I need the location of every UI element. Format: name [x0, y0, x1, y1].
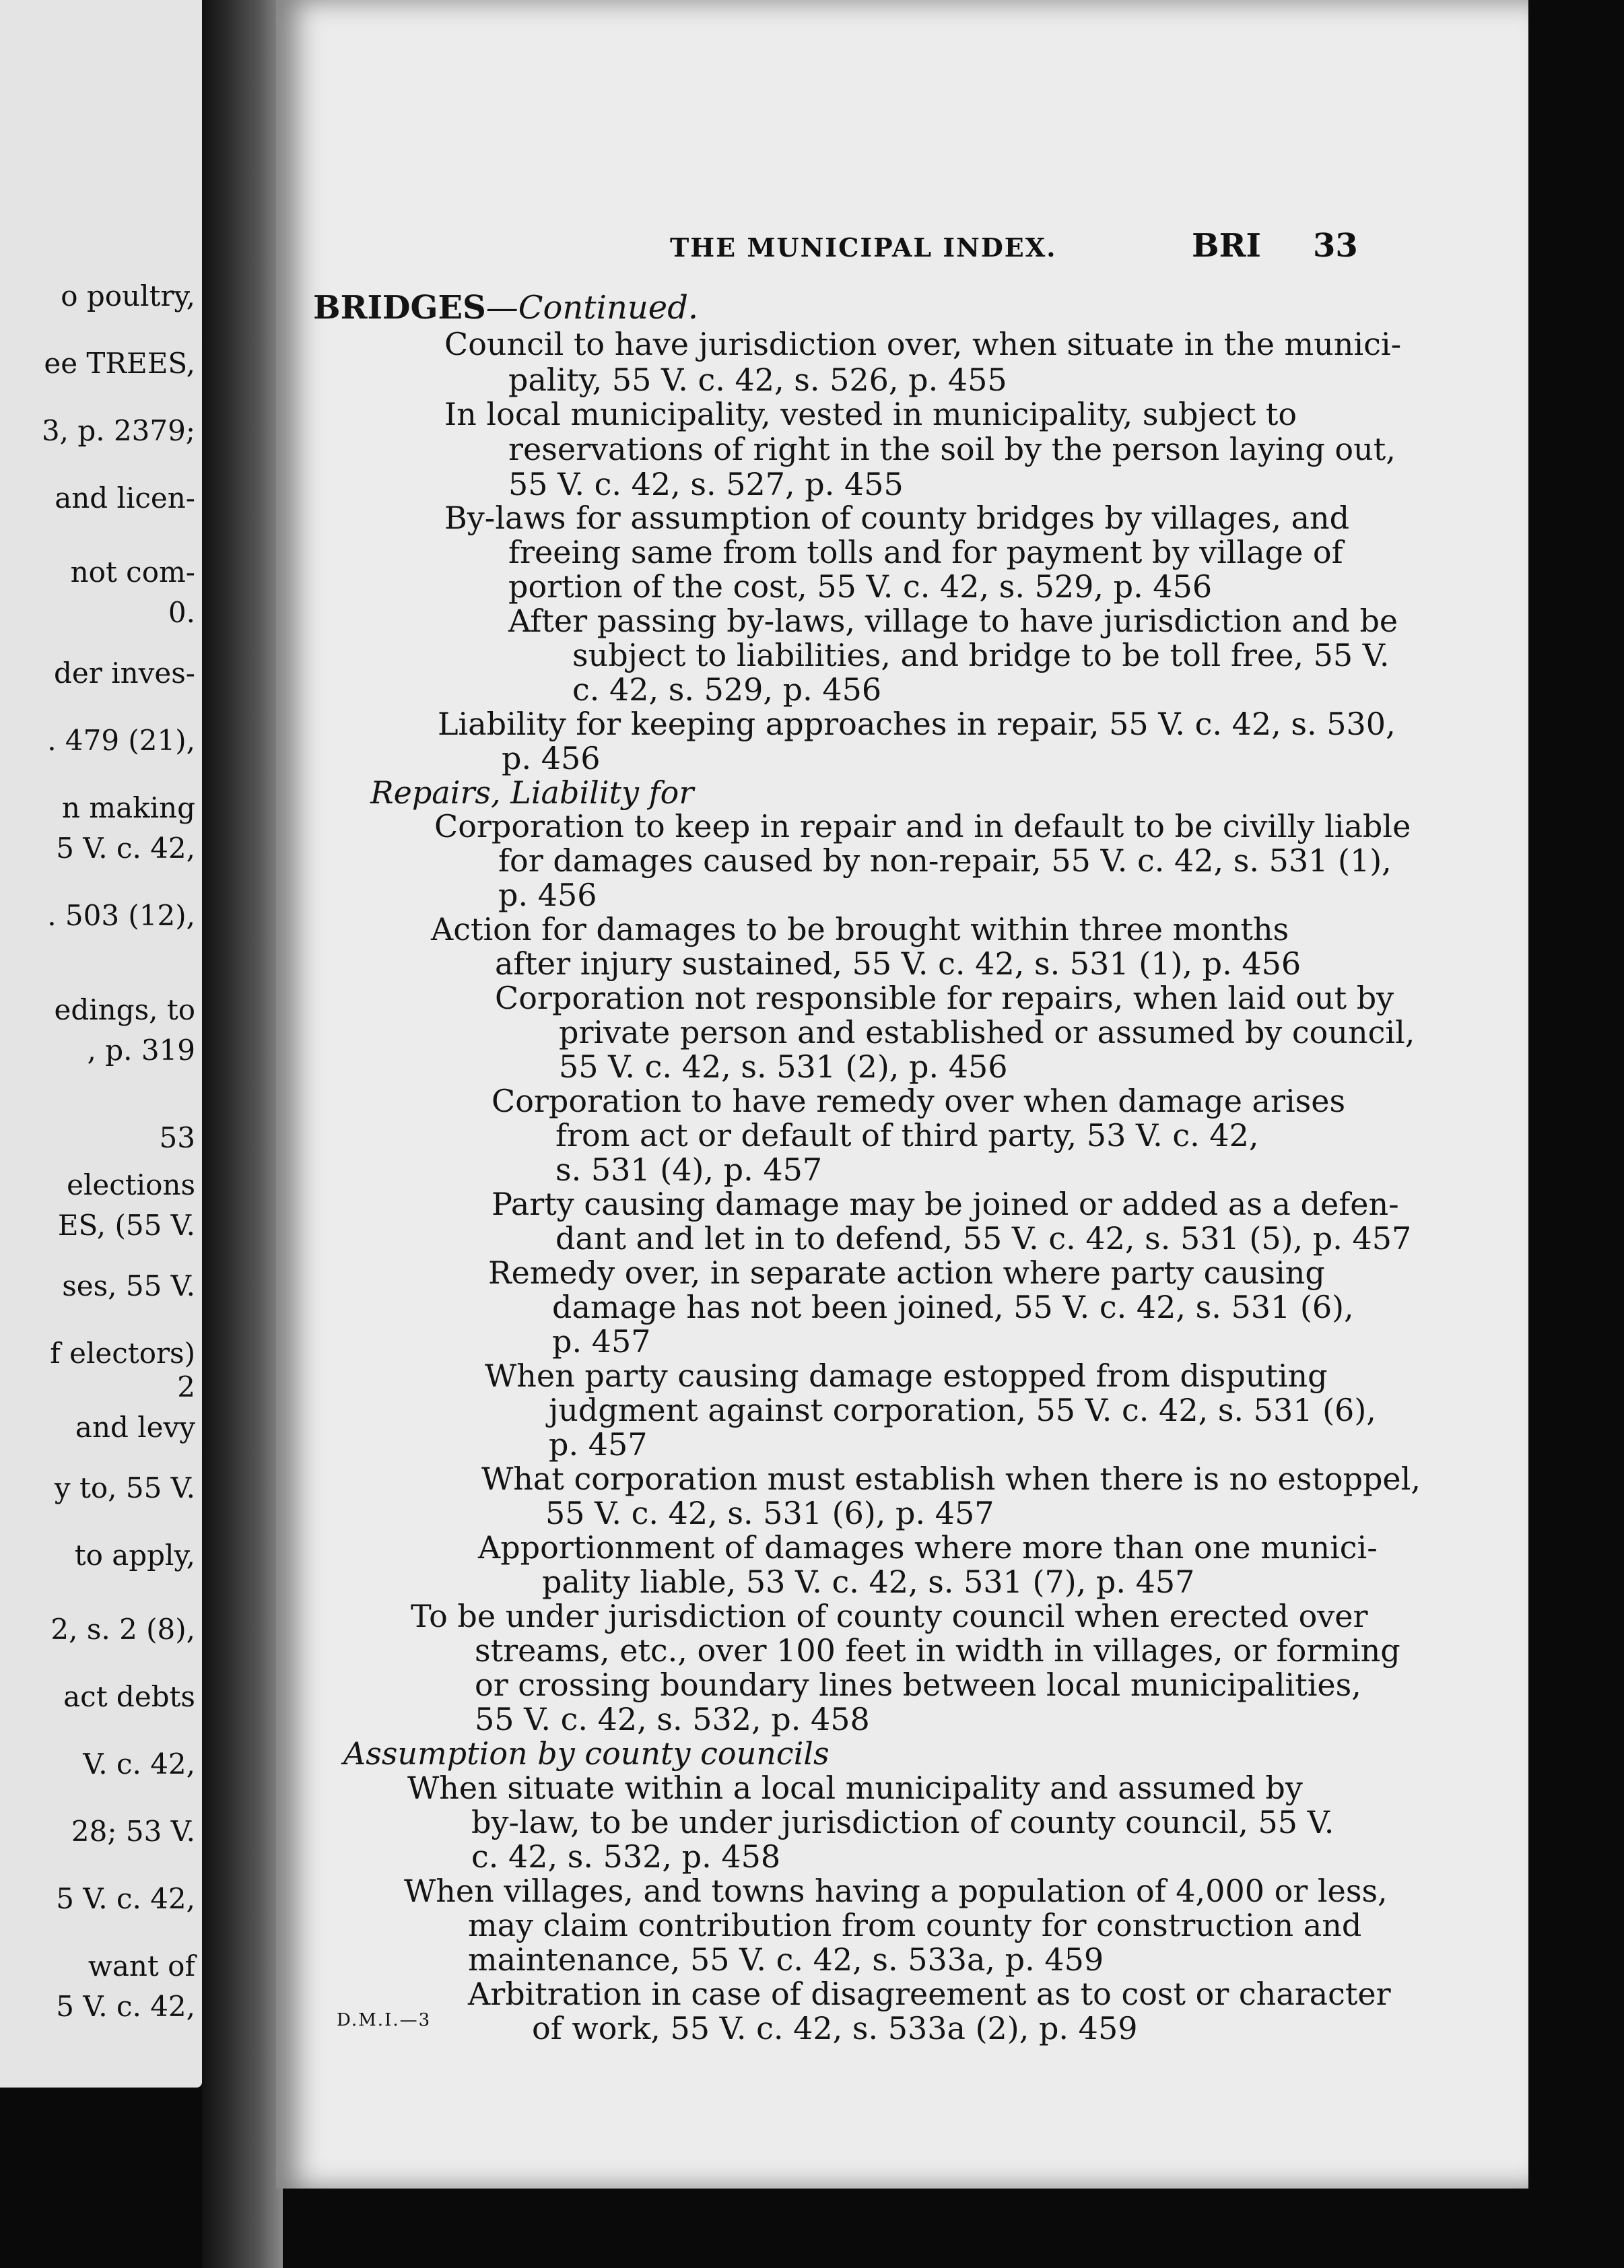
index-line: for damages caused by non-repair, 55 V. c. 42, s. 531 (1), — [498, 842, 1392, 879]
index-line: Apportionment of damages where more than one munici- — [478, 1529, 1378, 1566]
facing-page-line: and licen- — [55, 481, 195, 514]
index-line: freeing same from tolls and for payment by village of — [508, 534, 1343, 570]
index-line: 55 V. c. 42, s. 527, p. 455 — [508, 466, 904, 502]
running-head — [276, 227, 1528, 273]
facing-page-line: want of — [88, 1949, 195, 1982]
book-page — [276, 0, 1528, 2189]
index-line: 55 V. c. 42, s. 532, p. 458 — [475, 1701, 870, 1737]
page-number: 33 — [1313, 227, 1358, 265]
index-line: When villages, and towns having a population of 4,000 or less, — [404, 1873, 1388, 1909]
index-line: reservations of right in the soil by the person laying out, — [508, 431, 1396, 467]
facing-page-line: edings, to — [54, 993, 195, 1026]
facing-page-line: V. c. 42, — [83, 1747, 195, 1780]
index-line: To be under jurisdiction of county council when erected over — [411, 1598, 1368, 1634]
index-line: may claim contribution from county for construction and — [468, 1907, 1362, 1943]
facing-page-line: . 479 (21), — [47, 724, 195, 757]
index-line: subject to liabilities, and bridge to be toll free, 55 V. — [572, 637, 1390, 673]
facing-page-line: 5 V. c. 42, — [56, 832, 195, 865]
index-line: Remedy over, in separate action where party causing — [488, 1255, 1325, 1291]
index-line: Corporation to keep in repair and in default to be civilly liable — [434, 808, 1411, 844]
facing-page-line: and levy — [75, 1411, 195, 1444]
index-line: What corporation must establish when there is no estoppel, — [481, 1461, 1421, 1497]
index-line: p. 456 — [502, 740, 601, 776]
index-line: Council to have jurisdiction over, when situate in the munici- — [444, 326, 1402, 362]
index-line: from act or default of third party, 53 V. c. 42, — [555, 1117, 1259, 1154]
facing-page-line: . 503 (12), — [47, 899, 195, 932]
facing-page-line: n making — [61, 791, 195, 824]
index-line: 55 V. c. 42, s. 531 (2), p. 456 — [559, 1048, 1008, 1085]
facing-page-line: ee TREES, — [44, 347, 195, 380]
index-line: damage has not been joined, 55 V. c. 42, s. 531 (6), — [552, 1289, 1354, 1325]
index-line: c. 42, s. 532, p. 458 — [471, 1838, 781, 1875]
index-line: By-laws for assumption of county bridges by villages, and — [444, 500, 1350, 536]
facing-page-fragment — [0, 0, 202, 2088]
index-line: p. 456 — [498, 877, 597, 913]
facing-page-line: , p. 319 — [87, 1034, 195, 1067]
facing-page-line: 5 V. c. 42, — [56, 1882, 195, 1915]
facing-page-line: der inves- — [54, 657, 195, 690]
index-line: 55 V. c. 42, s. 531 (6), p. 457 — [545, 1495, 994, 1531]
facing-page-line: act debts — [63, 1680, 195, 1713]
index-line: dant and let in to defend, 55 V. c. 42, s. 531 (5), p. 457 — [555, 1220, 1412, 1257]
index-line: When situate within a local municipality and assumed by — [407, 1770, 1303, 1806]
facing-page-line: 2 — [177, 1370, 195, 1403]
index-line: Arbitration in case of disagreement as to cost or character — [468, 1976, 1391, 2012]
book-spine-shadow — [202, 0, 283, 2268]
index-line: s. 531 (4), p. 457 — [555, 1152, 823, 1188]
index-line: of work, 55 V. c. 42, s. 533a (2), p. 459 — [532, 2010, 1138, 2046]
index-line: Liability for keeping approaches in repair, 55 V. c. 42, s. 530, — [438, 706, 1396, 742]
index-line: p. 457 — [549, 1426, 648, 1463]
signature-mark: D.M.I.—3 — [337, 2010, 432, 2030]
index-line: Corporation not responsible for repairs, when laid out by — [495, 980, 1394, 1016]
facing-page-line: 2, s. 2 (8), — [50, 1613, 195, 1646]
facing-page-line: 5 V. c. 42, — [56, 1990, 195, 2023]
index-line: pality liable, 53 V. c. 42, s. 531 (7), p. 457 — [542, 1564, 1195, 1600]
section-heading: BRIDGES—Continued. — [313, 289, 699, 327]
index-line: In local municipality, vested in municipality, subject to — [444, 396, 1297, 432]
facing-page-line: 53 — [159, 1121, 195, 1154]
facing-page-line: elections — [67, 1168, 195, 1201]
index-line: maintenance, 55 V. c. 42, s. 533a, p. 459 — [468, 1941, 1104, 1978]
index-line: streams, etc., over 100 feet in width in villages, or forming — [475, 1632, 1400, 1669]
index-line: Action for damages to be brought within three months — [431, 911, 1289, 947]
index-line: Corporation to have remedy over when damage arises — [492, 1083, 1346, 1119]
subheading-repairs: Repairs, Liability for — [370, 774, 694, 811]
facing-page-line: not com- — [70, 556, 195, 589]
index-line: or crossing boundary lines between local municipalities, — [475, 1667, 1361, 1703]
facing-page-line: 3, p. 2379; — [41, 414, 195, 447]
facing-page-line: y to, 55 V. — [54, 1471, 195, 1504]
index-line: When party causing damage estopped from disputing — [485, 1358, 1328, 1394]
facing-page-line: ses, 55 V. — [62, 1269, 195, 1302]
index-line: judgment against corporation, 55 V. c. 42, s. 531 (6), — [549, 1392, 1376, 1428]
index-line: portion of the cost, 55 V. c. 42, s. 529, p. 456 — [508, 568, 1213, 605]
running-head-title: THE MUNICIPAL INDEX. — [670, 232, 1057, 263]
index-line: private person and established or assumed by council, — [559, 1014, 1415, 1050]
facing-page-line: to apply, — [74, 1539, 195, 1572]
index-line: Party causing damage may be joined or added as a defen- — [492, 1186, 1399, 1222]
index-line: after injury sustained, 55 V. c. 42, s. 531 (1), p. 456 — [495, 945, 1301, 982]
facing-page-line: 28; 53 V. — [71, 1815, 195, 1848]
index-line: by-law, to be under jurisdiction of county council, 55 V. — [471, 1804, 1334, 1840]
facing-page-line: f electors) — [50, 1337, 195, 1370]
running-head-key: BRI — [1192, 227, 1261, 265]
subheading-assumption: Assumption by county councils — [343, 1735, 830, 1772]
facing-page-line: ES, (55 V. — [57, 1209, 195, 1242]
facing-page-line: o poultry, — [61, 279, 195, 312]
index-line: p. 457 — [552, 1323, 651, 1360]
index-line: After passing by-laws, village to have jurisdiction and be — [508, 603, 1398, 639]
index-line: c. 42, s. 529, p. 456 — [572, 671, 882, 708]
index-line: pality, 55 V. c. 42, s. 526, p. 455 — [508, 362, 1007, 398]
facing-page-line: 0. — [168, 596, 195, 629]
